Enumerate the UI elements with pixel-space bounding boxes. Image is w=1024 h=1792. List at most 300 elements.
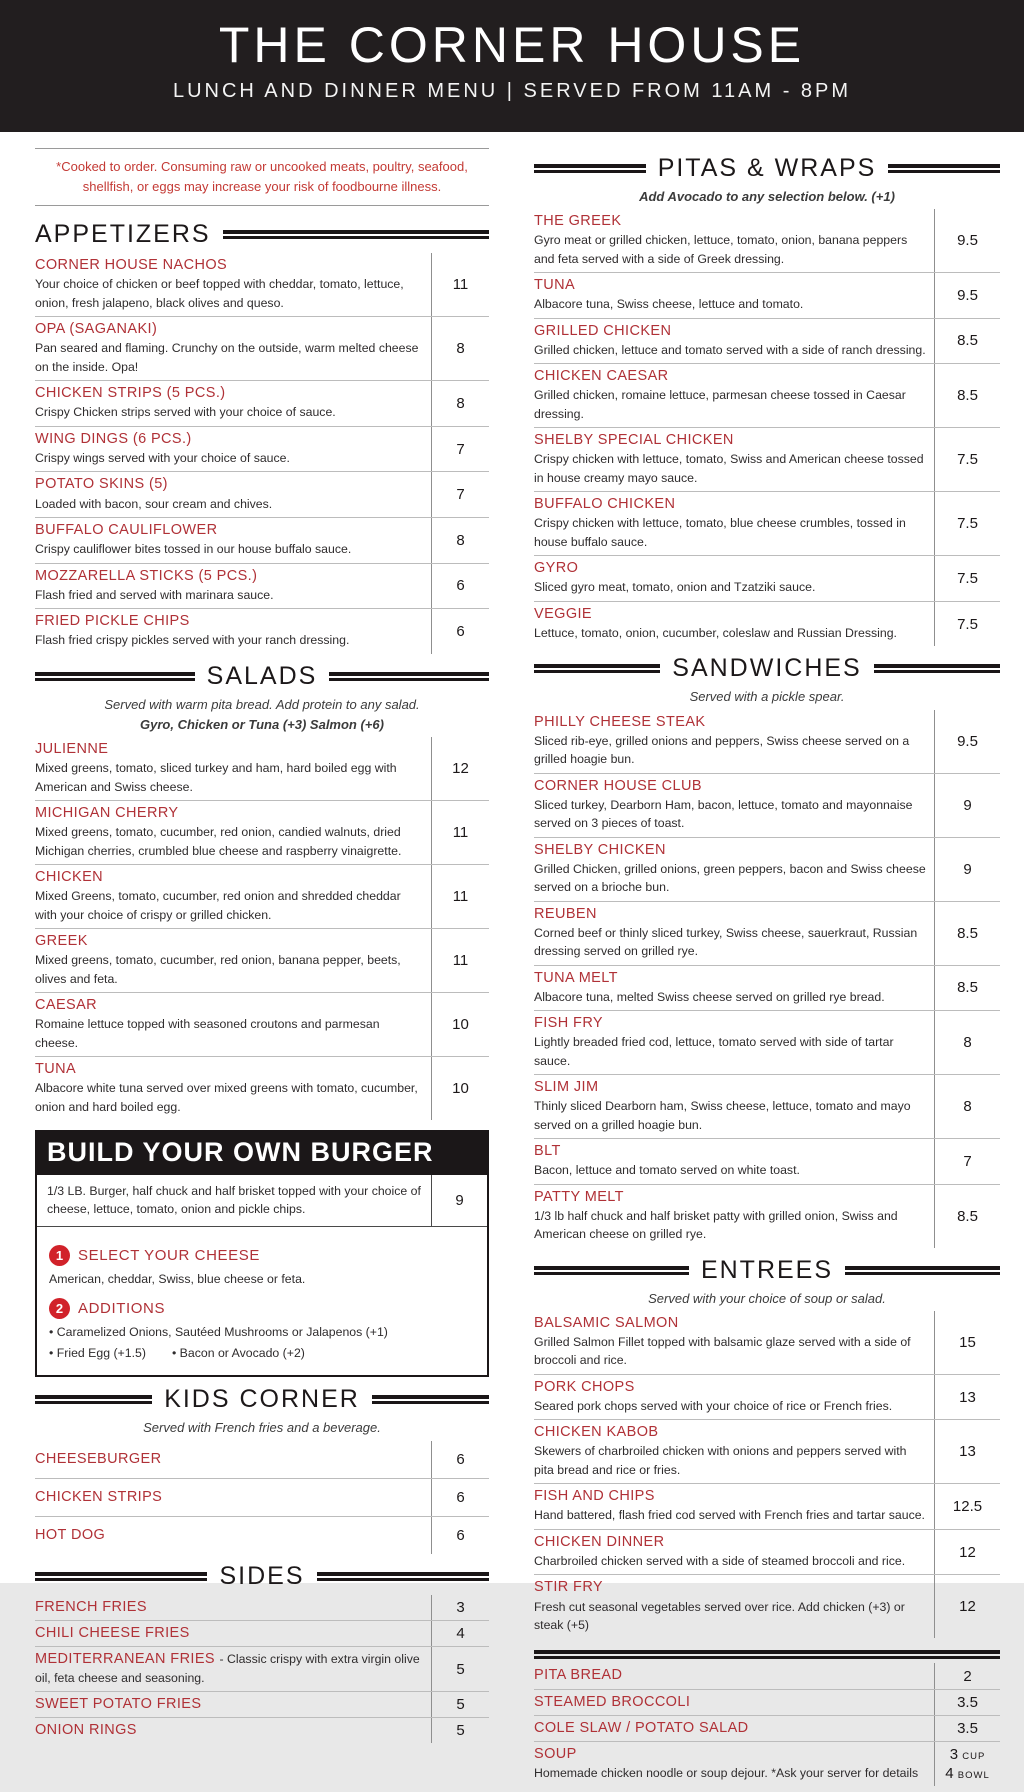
item-price: [431, 1647, 489, 1691]
item-name: SWEET POTATO FRIES: [35, 1696, 202, 1713]
menu-item: [35, 1647, 489, 1692]
menu-item-text: [534, 1011, 934, 1074]
section-sides: [35, 1562, 489, 1743]
item-name: GYRO: [534, 560, 579, 577]
item-price: [934, 1663, 1000, 1688]
header-rule: [35, 672, 195, 681]
section-subtitle: [534, 187, 1000, 207]
step-option: [49, 1272, 305, 1286]
header-rule: [888, 164, 1000, 173]
menu-item-text: [534, 1311, 934, 1374]
price-value: 9: [963, 796, 972, 814]
menu-item-text: [534, 838, 934, 901]
item-name: SOUP: [534, 1745, 577, 1762]
menu-item: [534, 556, 1000, 602]
item-name: CHICKEN STRIPS: [35, 1488, 163, 1505]
menu-item: [35, 1595, 489, 1621]
section-sides-continued: [534, 1650, 1000, 1786]
header-rule: [845, 1266, 1000, 1275]
item-description: Romaine lettuce topped with seasoned croutons and parmesan cheese.: [35, 1017, 380, 1050]
item-price: [431, 1692, 489, 1717]
item-description: Grilled chicken, lettuce and tomato served with a side of ranch dressing.: [534, 342, 926, 357]
price-unit: BOWL: [957, 1770, 990, 1782]
menu-item: [534, 602, 1000, 647]
section-pitas-wraps: [534, 154, 1000, 646]
price-value: 7.5: [957, 515, 978, 533]
item-name: STIR FRY: [534, 1579, 603, 1596]
price-value: 8: [963, 1034, 972, 1052]
item-description: Seared pork chops served with your choice of rice or French fries.: [534, 1398, 893, 1413]
menu-item: [35, 737, 489, 801]
item-name: TUNA: [534, 277, 576, 294]
item-price: [431, 1621, 489, 1646]
section-entrees: [534, 1256, 1000, 1639]
menu-item: [35, 1517, 489, 1554]
price-value: 11: [452, 887, 469, 905]
menu-item-text: [35, 737, 431, 800]
price-value: 7.5: [957, 615, 978, 633]
price-value: 9: [455, 1191, 464, 1209]
item-description: Mixed greens, tomato, cucumber, red onion, candied walnuts, dried Michigan cherries, crumbled blue cheese and raspberry vinaigrette.: [35, 825, 402, 858]
menu-item: [534, 710, 1000, 774]
price-value: 8.5: [957, 1207, 978, 1225]
item-name: MOZZARELLA STICKS (5 PCS.): [35, 567, 258, 584]
item-description: Corned beef or thinly sliced turkey, Swiss cheese, sauerkraut, Russian dressing served on grilled rye.: [534, 925, 918, 959]
item-price: [431, 1175, 487, 1226]
menu-item: [35, 993, 489, 1057]
menu-item-text: [534, 1575, 934, 1638]
item-description: Flash fried crispy pickles served with your ranch dressing.: [35, 633, 350, 648]
price-value: 3.5: [957, 1693, 978, 1711]
item-price: [431, 518, 489, 563]
menu-columns: [0, 132, 1024, 1792]
left-sections: [35, 220, 489, 1743]
item-name: PATTY MELT: [534, 1188, 624, 1205]
masthead: [0, 0, 1024, 132]
section-items: [35, 253, 489, 653]
menu-item: [534, 1742, 1000, 1787]
menu-item-text: [534, 1530, 934, 1575]
item-description: 1/3 LB. Burger, half chuck and half brisket topped with your choice of cheese, lettuce, tomato, onion and pickle chips.: [47, 1183, 421, 1217]
price-value: 6: [456, 622, 465, 640]
menu-item: [35, 317, 489, 381]
item-price: [934, 1185, 1000, 1248]
price-value: 13: [959, 1388, 976, 1406]
section-items: [35, 1441, 489, 1554]
section-title: APPETIZERS: [35, 220, 211, 249]
item-price: [431, 1718, 489, 1743]
step-option: • Caramelized Onions, Sautéed Mushrooms or Jalapenos (+1): [49, 1324, 388, 1339]
item-name: TUNA: [35, 1060, 77, 1077]
restaurant-title: THE CORNER HOUSE: [218, 17, 806, 73]
section-title: PITAS & WRAPS: [657, 154, 877, 182]
price-value: 3: [456, 1599, 465, 1617]
price-value: 8: [456, 340, 465, 358]
menu-item-text: [534, 428, 934, 491]
menu-item: [534, 1690, 1000, 1716]
header-rule: [223, 230, 489, 239]
item-name: MEDITERRANEAN FRIES: [35, 1651, 216, 1668]
item-price: [431, 564, 489, 609]
item-price: [934, 1311, 1000, 1374]
menu-item-text: [534, 1690, 934, 1715]
step-option-text: American, cheddar, Swiss, blue cheese or feta.: [49, 1271, 306, 1286]
item-description: Albacore tuna, Swiss cheese, lettuce and tomato.: [534, 297, 804, 312]
item-price: [431, 1595, 489, 1620]
item-description: Mixed greens, tomato, sliced turkey and ham, hard boiled egg with American and Swiss cheese.: [35, 761, 397, 794]
menu-item: [35, 472, 489, 518]
item-name: POTATO SKINS (5): [35, 476, 168, 493]
header-rule: [534, 664, 660, 673]
price-value: 7: [456, 440, 465, 458]
item-price: [934, 966, 1000, 1011]
item-description: Mixed greens, tomato, cucumber, red onion, banana pepper, beets, olives and feta.: [35, 953, 401, 986]
step-option-text: Caramelized Onions, Sautéed Mushrooms or Jalapenos (+1): [56, 1324, 388, 1339]
item-description: Mixed Greens, tomato, cucumber, red onion and shredded cheddar with your choice of crispy or grilled chicken.: [35, 889, 401, 922]
item-name: THE GREEK: [534, 213, 622, 230]
menu-item: [35, 1057, 489, 1120]
menu-item-text: [35, 801, 431, 864]
menu-item-text: [35, 317, 431, 380]
step-option-text: Bacon or Avocado (+2): [179, 1345, 305, 1360]
item-description: Grilled chicken, romaine lettuce, parmesan cheese tossed in Caesar dressing.: [534, 388, 906, 421]
item-name: CORNER HOUSE CLUB: [534, 777, 702, 794]
item-price: [934, 556, 1000, 601]
menu-item: [35, 1621, 489, 1647]
section-title: SIDES: [219, 1562, 305, 1590]
item-name: MICHIGAN CHERRY: [35, 804, 179, 821]
menu-item: [534, 492, 1000, 556]
menu-item-text: [35, 1057, 431, 1120]
item-price: [934, 838, 1000, 901]
section-build-your-own-burger: [35, 1130, 489, 1378]
item-name: GRILLED CHICKEN: [534, 322, 672, 339]
price-value: 8.5: [957, 979, 978, 997]
item-description: Sliced rib-eye, grilled onions and peppers, Swiss cheese served on a grilled hoagie bun.: [534, 733, 910, 767]
price-value: 4: [456, 1625, 465, 1643]
item-name: WING DINGS (6 PCS.): [35, 430, 192, 447]
section-kids-corner: [35, 1385, 489, 1554]
menu-item-text: [35, 1647, 431, 1691]
item-price: [934, 710, 1000, 773]
section-sandwiches: [534, 654, 1000, 1247]
price-value: 5: [456, 1722, 465, 1740]
section-items: [534, 1663, 1000, 1786]
menu-item: [534, 1375, 1000, 1421]
item-name: BLT: [534, 1143, 561, 1160]
item-price: [431, 381, 489, 426]
menu-item-text: [35, 929, 431, 992]
menu-item: [534, 1663, 1000, 1689]
section-appetizers: [35, 220, 489, 653]
section-subtitle-line: Served with your choice of soup or salad.: [648, 1290, 886, 1306]
item-name: SHELBY CHICKEN: [534, 841, 666, 858]
section-title: KIDS CORNER: [164, 1385, 360, 1414]
item-name: TUNA MELT: [534, 969, 618, 986]
item-price: [934, 1575, 1000, 1638]
menu-item: [534, 1311, 1000, 1375]
menu-item: [35, 381, 489, 427]
section-title: SALADS: [206, 661, 318, 690]
section-salads: [35, 662, 489, 1120]
step-title: ADDITIONS: [78, 1299, 166, 1317]
section-header: [35, 1385, 489, 1414]
menu-item-text: [534, 1742, 934, 1787]
price-value: 10: [452, 1079, 469, 1097]
menu-item: [35, 1479, 489, 1517]
menu-item-text: [35, 518, 431, 563]
item-name: ONION RINGS: [35, 1722, 137, 1739]
header-rule: [534, 164, 646, 173]
item-price: [431, 1441, 489, 1478]
item-name: PORK CHOPS: [534, 1378, 635, 1395]
menu-item: [534, 966, 1000, 1012]
menu-item-text: [534, 319, 934, 364]
menu-item-text: [534, 1075, 934, 1138]
right-column: [534, 146, 1000, 1792]
item-name: CHICKEN STRIPS (5 PCS.): [35, 385, 226, 402]
section-subtitle-line: Add Avocado to any selection below. (+1): [639, 189, 895, 204]
price-value: 6: [456, 1450, 465, 1468]
step-option-line: [49, 1343, 475, 1364]
menu-item-text: [35, 427, 431, 472]
header-rule: [534, 1266, 689, 1275]
item-description: Crispy chicken with lettuce, tomato, Swiss and American cheese tossed in house creamy mayo sauce.: [534, 452, 924, 485]
item-description: Pan seared and flaming. Crunchy on the outside, warm melted cheese on the inside. Opa!: [35, 341, 419, 374]
price-value: 11: [452, 823, 469, 841]
menu-item-text: [534, 774, 934, 837]
right-sections: [534, 154, 1000, 1786]
item-price: [934, 1420, 1000, 1483]
item-price: [934, 1011, 1000, 1074]
menu-item-text: [35, 253, 431, 316]
section-header: [534, 154, 1000, 183]
menu-item-text: [35, 993, 431, 1056]
price-value: 11: [452, 951, 469, 969]
section-divider-rule: [534, 1650, 1000, 1659]
menu-item-text: [534, 602, 934, 647]
item-description: Gyro meat or grilled chicken, lettuce, tomato, onion, banana peppers and feta served with a side of Greek dressing.: [534, 233, 908, 266]
item-price: [431, 993, 489, 1056]
item-price: [934, 364, 1000, 427]
item-name: PHILLY CHEESE STEAK: [534, 713, 706, 730]
item-description: Crispy wings served with your choice of sauce.: [35, 450, 290, 465]
item-price: [934, 1075, 1000, 1138]
item-price-line: [950, 1745, 986, 1765]
section-items: [534, 710, 1000, 1248]
item-name: GREEK: [35, 932, 88, 949]
menu-item: [534, 838, 1000, 902]
section-title: ENTREES: [700, 1255, 834, 1284]
item-description: Grilled Chicken, grilled onions, green peppers, bacon and Swiss cheese served on a brioche bun.: [534, 861, 926, 895]
burger-step-header: [49, 1298, 475, 1319]
section-subtitle-line: Served with a pickle spear.: [689, 689, 845, 705]
item-price: [934, 1375, 1000, 1420]
header-rule: [35, 1395, 152, 1404]
item-name: CHEESEBURGER: [35, 1450, 162, 1467]
menu-item: [534, 209, 1000, 273]
section-subtitle: [534, 687, 1000, 707]
item-price-line: [945, 1764, 990, 1784]
menu-item-text: [534, 966, 934, 1011]
section-subtitle: [35, 1418, 489, 1438]
menu-item-text: [534, 364, 934, 427]
menu-item: [35, 1718, 489, 1743]
menu-item-text: [534, 902, 934, 965]
header-rule: [35, 1572, 207, 1581]
item-description: Hand battered, flash fried cod served with French fries and tartar sauce.: [534, 1508, 925, 1523]
menu-item: [534, 1575, 1000, 1638]
item-price: [934, 428, 1000, 491]
menu-item: [534, 428, 1000, 492]
item-price: [431, 1517, 489, 1554]
menu-item-text: [35, 381, 431, 426]
menu-item: [534, 1420, 1000, 1484]
item-description: Albacore tuna, melted Swiss cheese served on grilled rye bread.: [534, 989, 885, 1004]
item-price: [431, 1057, 489, 1120]
section-title: BUILD YOUR OWN BURGER: [37, 1132, 487, 1175]
item-description: Sliced gyro meat, tomato, onion and Tzatziki sauce.: [534, 580, 816, 595]
item-price: [431, 317, 489, 380]
item-name: PITA BREAD: [534, 1667, 623, 1684]
section-items: [35, 737, 489, 1120]
menu-item-text: [534, 1375, 934, 1420]
item-price: [934, 209, 1000, 272]
item-name: CORNER HOUSE NACHOS: [35, 257, 228, 274]
section-subtitle-line: Served with warm pita bread. Add protein to any salad.: [104, 696, 420, 712]
menu-item-text: [35, 1718, 431, 1743]
item-price: [431, 865, 489, 928]
menu-item-text: [35, 1517, 431, 1554]
burger-steps: [37, 1227, 487, 1376]
item-description: Crispy chicken with lettuce, tomato, blue cheese crumbles, tossed in house buffalo sauce.: [534, 516, 906, 549]
price-value: 8.5: [957, 332, 978, 350]
item-price: [934, 902, 1000, 965]
item-name: VEGGIE: [534, 605, 592, 622]
item-price: [431, 929, 489, 992]
menu-item-text: [534, 1663, 934, 1688]
item-name: FISH AND CHIPS: [534, 1488, 655, 1505]
item-price: [934, 774, 1000, 837]
menu-item: [534, 774, 1000, 838]
price-value: 7: [963, 1152, 972, 1170]
price-value: 4: [945, 1765, 954, 1783]
item-description: Sliced turkey, Dearborn Ham, bacon, lettuce, tomato and mayonnaise served on 3 pieces of toast.: [534, 797, 913, 831]
menu-item: [534, 273, 1000, 319]
item-description: Albacore white tuna served over mixed greens with tomato, cucumber, onion and hard boiled egg.: [35, 1081, 418, 1114]
price-value: 8: [456, 395, 465, 413]
item-price: [934, 1716, 1000, 1741]
item-price: [431, 1479, 489, 1516]
item-name: BALSAMIC SALMON: [534, 1314, 679, 1331]
menu-item: [35, 427, 489, 473]
price-value: 12: [959, 1543, 976, 1561]
item-name: CHICKEN: [35, 868, 104, 885]
price-value: 8.5: [957, 924, 978, 942]
price-value: 11: [452, 276, 469, 294]
menu-item-text: [534, 710, 934, 773]
item-name: CHILI CHEESE FRIES: [35, 1625, 190, 1642]
item-name: FISH FRY: [534, 1015, 603, 1032]
section-subtitle-line: Served with French fries and a beverage.: [143, 1420, 381, 1436]
section-items: [534, 1311, 1000, 1639]
section-subtitle: [534, 1289, 1000, 1309]
menu-item: [35, 609, 489, 654]
menu-item-text: [534, 492, 934, 555]
item-name: CHICKEN KABOB: [534, 1424, 659, 1441]
price-value: 7.5: [957, 570, 978, 588]
menu-item: [534, 1139, 1000, 1185]
section-header: [35, 220, 489, 249]
price-value: 7.5: [957, 451, 978, 469]
section-title: SANDWICHES: [672, 654, 862, 683]
price-value: 6: [456, 1488, 465, 1506]
menu-item-text: [35, 472, 431, 517]
section-header: [534, 654, 1000, 683]
menu-item-text: [35, 1692, 431, 1717]
menu-subtitle: LUNCH AND DINNER MENU | SERVED FROM 11AM - 8PM: [172, 80, 852, 102]
item-description: Your choice of chicken or beef topped with cheddar, tomato, lettuce, onion, fresh jalapeno, black olives and queso.: [35, 277, 404, 310]
menu-item: [35, 929, 489, 993]
item-description: Lightly breaded fried cod, lettuce, tomato served with side of tartar sauce.: [534, 1035, 894, 1068]
menu-item: [534, 319, 1000, 365]
header-rule: [874, 664, 1000, 673]
item-description: Loaded with bacon, sour cream and chives.: [35, 496, 273, 511]
header-rule: [372, 1395, 489, 1404]
item-name: SLIM JIM: [534, 1079, 599, 1096]
section-header: [534, 1256, 1000, 1285]
menu-item: [35, 865, 489, 929]
menu-item-text: [35, 1595, 431, 1620]
menu-item-text: [534, 556, 934, 601]
step-option-line: [49, 1322, 475, 1343]
menu-item: [534, 1716, 1000, 1742]
step-option-line: [49, 1269, 475, 1290]
menu-item-text: [534, 209, 934, 272]
menu-item: [35, 564, 489, 610]
price-value: 9.5: [957, 286, 978, 304]
menu-item-text: [35, 564, 431, 609]
item-price: [431, 253, 489, 316]
menu-item-text: [35, 865, 431, 928]
menu-item-text: [35, 1441, 431, 1478]
menu-item: [35, 518, 489, 564]
item-price: [934, 1484, 1000, 1529]
section-items: [534, 209, 1000, 646]
menu-item: [35, 253, 489, 317]
item-description: Bacon, lettuce and tomato served on white toast.: [534, 1163, 800, 1178]
section-subtitle-line: Gyro, Chicken or Tuna (+3) Salmon (+6): [140, 716, 384, 732]
menu-item: [534, 1185, 1000, 1248]
item-name: CAESAR: [35, 996, 98, 1013]
menu-item: [534, 902, 1000, 966]
burger-step: [49, 1298, 475, 1364]
menu-item: [534, 1011, 1000, 1075]
menu-item: [534, 1484, 1000, 1530]
item-price: [934, 1139, 1000, 1184]
price-value: 6: [456, 577, 465, 595]
item-description: Fresh cut seasonal vegetables served over rice. Add chicken (+3) or steak (+5): [534, 1599, 905, 1633]
section-header: [35, 662, 489, 691]
menu-item-text: [35, 1621, 431, 1646]
item-price: [934, 602, 1000, 647]
section-header: [35, 1562, 489, 1591]
item-name: JULIENNE: [35, 740, 109, 757]
item-name: FRENCH FRIES: [35, 1599, 147, 1615]
item-name: BUFFALO CHICKEN: [534, 496, 676, 513]
item-description: Thinly sliced Dearborn ham, Swiss cheese, lettuce, tomato and mayo served on a grilled hoagie bun.: [534, 1099, 911, 1132]
menu-item: [534, 364, 1000, 428]
